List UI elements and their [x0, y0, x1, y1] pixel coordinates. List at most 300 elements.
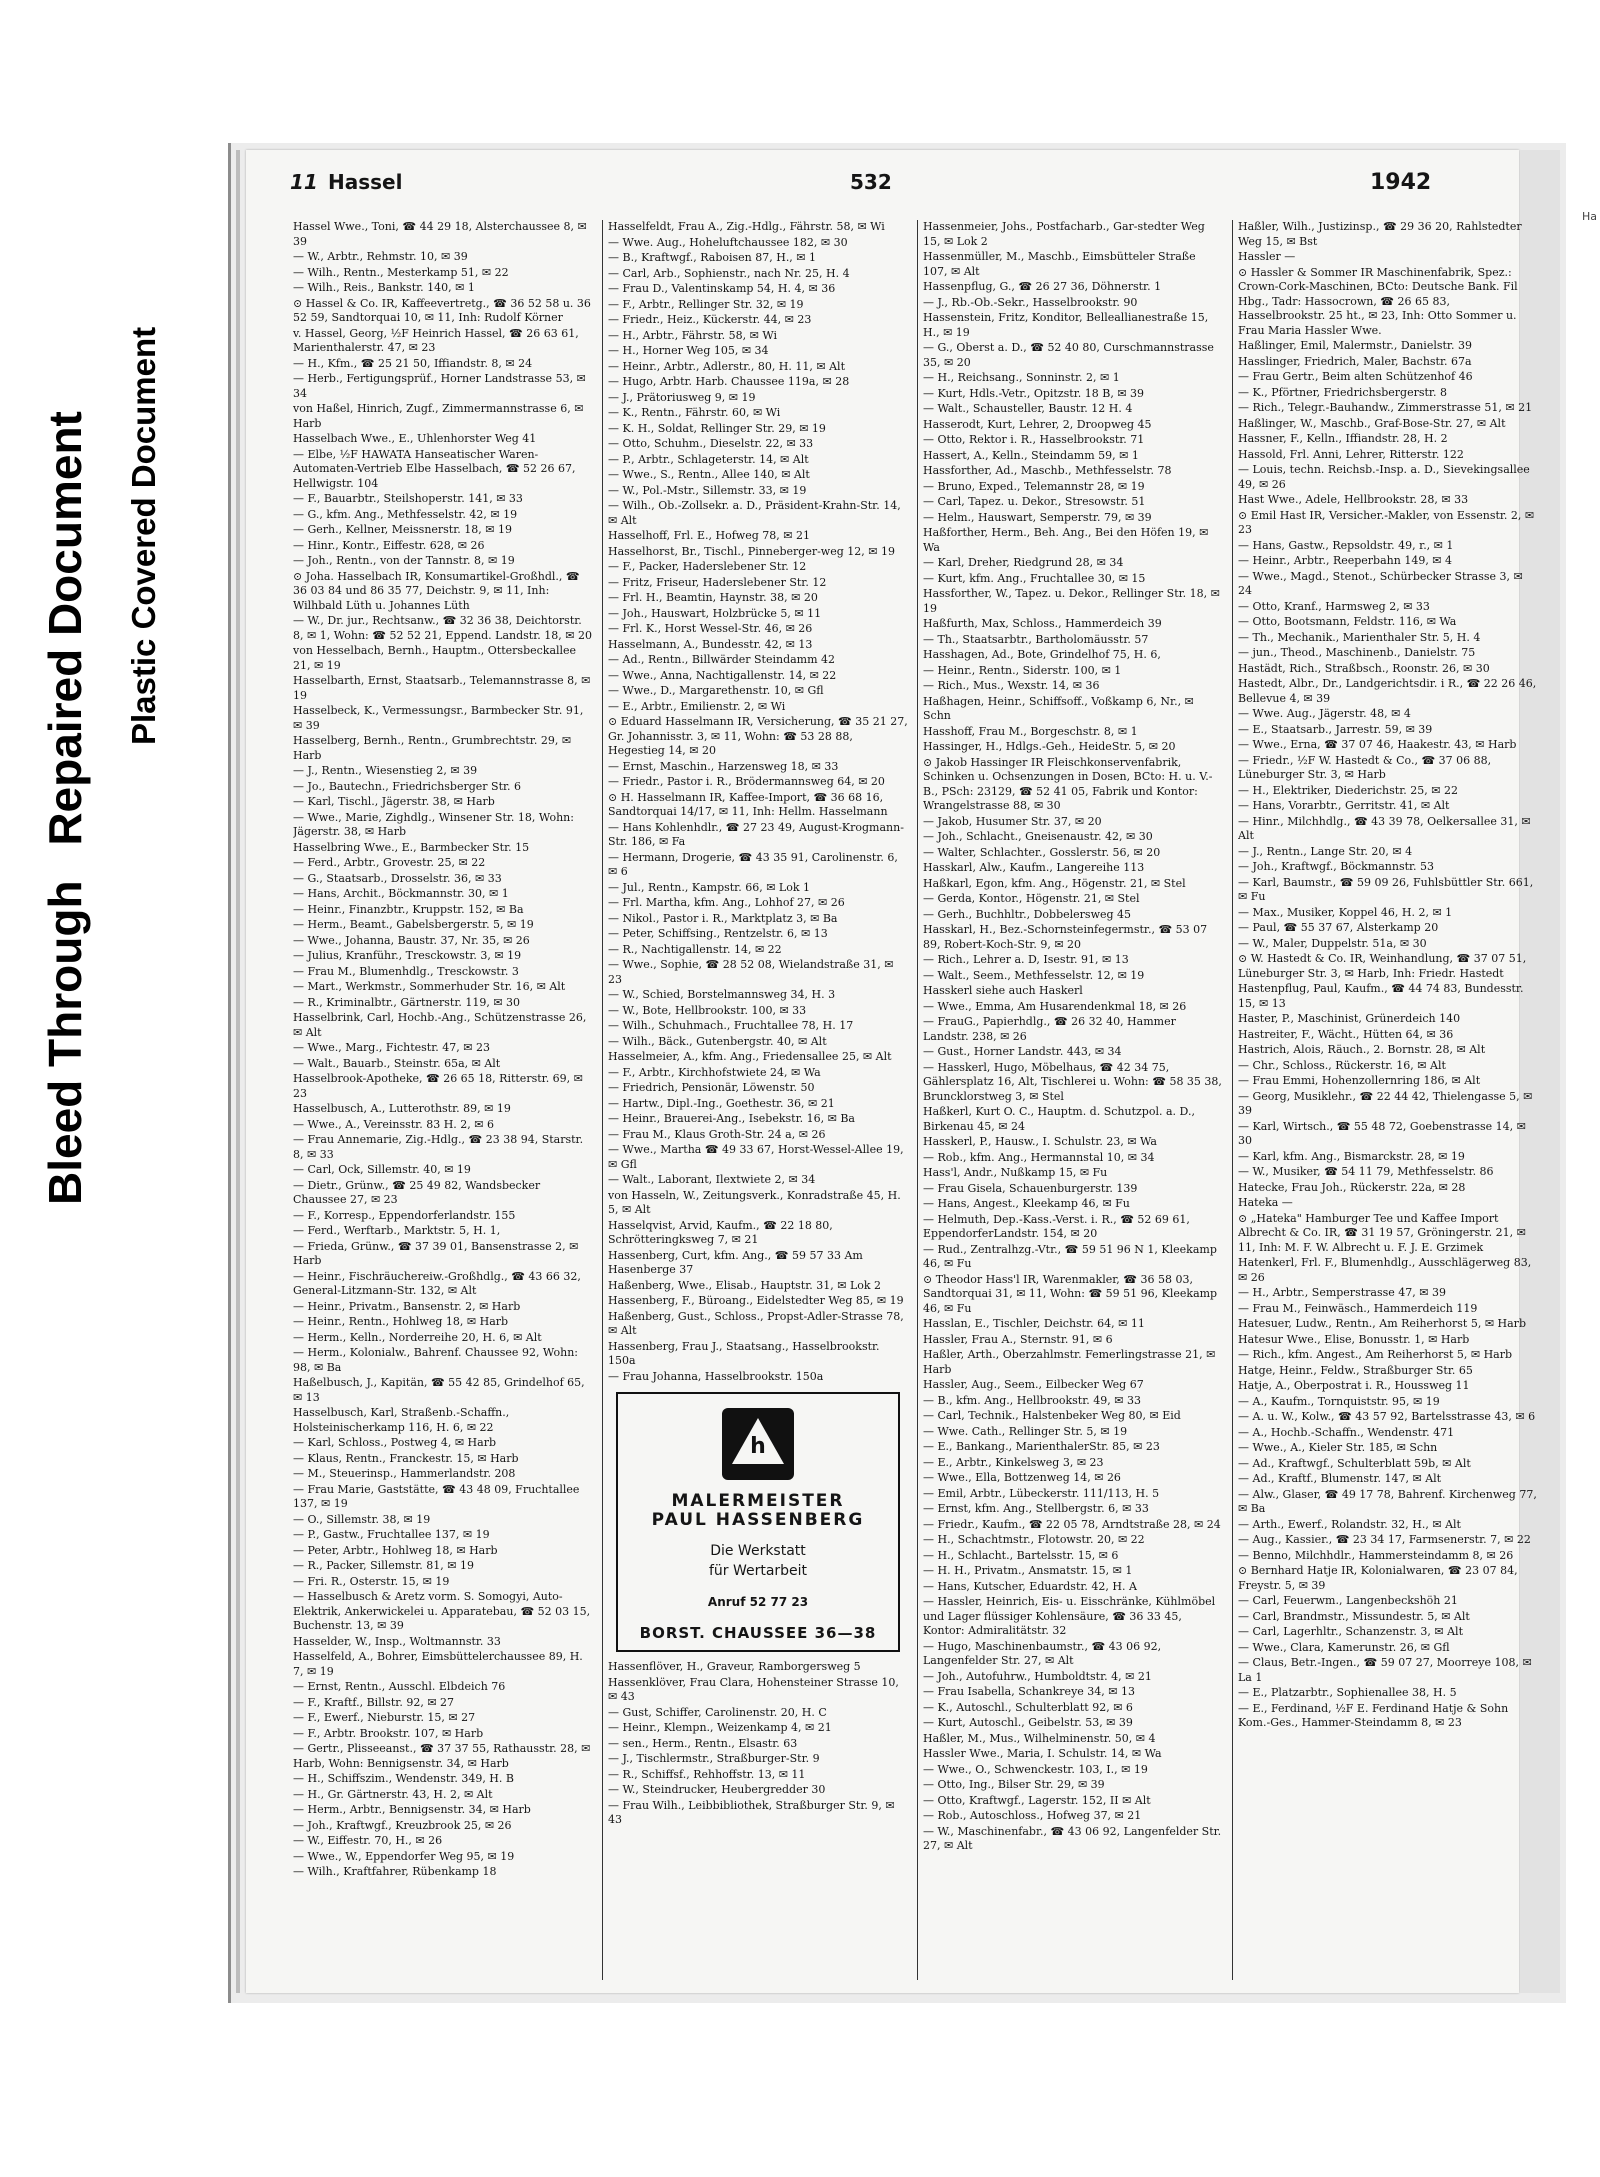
directory-entry: Hasselfeldt, Frau A., Zig.-Hdlg., Fährstr. 58, ✉ Wi — [608, 220, 885, 233]
directory-entry: — Carl, Lagerhltr., Schanzenstr. 3, ✉ Alt — [1238, 1625, 1463, 1638]
directory-entry: Hatecke, Frau Joh., Rückerstr. 22a, ✉ 28 — [1238, 1180, 1466, 1194]
bleed-repaired-label — [38, 411, 92, 1205]
directory-entry: — Heinr., Privatm., Bansenstr. 2, ✉ Harb — [293, 1299, 521, 1313]
directory-entry: Hassenklöver, Frau Clara, Hohensteiner Strasse 10, ✉ 43 — [608, 1675, 899, 1703]
directory-entry: — Carl, Arb., Sophienstr., nach Nr. 25, H. 4 — [608, 266, 850, 280]
directory-entry: — Hermann, Drogerie, ☎ 43 35 91, Carolinenstr. 6, ✉ 6 — [608, 850, 898, 878]
directory-entry: — O., Sillemstr. 38, ✉ 19 — [293, 1512, 431, 1526]
directory-entry: Haßler, Arth., Oberzahlmstr. Femerlingstrasse 21, ✉ Harb — [923, 1348, 1216, 1376]
directory-entry: von Hesselbach, Bernh., Hauptm., Ottersbeckallee 21, ✉ 19 — [293, 644, 577, 672]
directory-entry: — Wwe. Cath., Rellinger Str. 5, ✉ 19 — [923, 1424, 1128, 1438]
directory-entry: — R., Kriminalbtr., Gärtnerstr. 119, ✉ 30 — [293, 995, 521, 1009]
directory-entry: — Claus, Betr.-Ingen., ☎ 59 07 27, Moorreye 108, ✉ La 1 — [1238, 1656, 1532, 1684]
directory-entry: Hassenpflug, G., ☎ 26 27 36, Döhnerstr. 1 — [923, 280, 1162, 293]
directory-entry: — Wilh., Rentn., Mesterkamp 51, ✉ 22 — [293, 265, 509, 279]
directory-entry: — Otto, Ing., Bilser Str. 29, ✉ 39 — [923, 1778, 1105, 1791]
directory-entry: — Wwe., A., Vereinsstr. 83 H. 2, ✉ 6 — [293, 1117, 495, 1131]
directory-entry: — Peter, Arbtr., Hohlweg 18, ✉ Harb — [293, 1543, 498, 1557]
directory-entry: Haßlinger, Emil, Malermstr., Danielstr. 39 — [1238, 339, 1472, 352]
directory-entry: — Heinr., Arbtr., Adlerstr., 80, H. 11, ✉ Alt — [608, 359, 845, 373]
directory-entry: — Bruno, Exped., Telemannstr 28, ✉ 19 — [923, 479, 1145, 493]
directory-entry: — W., Eiffestr. 70, H., ✉ 26 — [293, 1834, 443, 1847]
directory-entry: Haßforther, Herm., Beh. Ang., Bei den Höfen 19, ✉ Wa — [923, 526, 1209, 554]
directory-entry: — Wwe., W., Eppendorfer Weg 95, ✉ 19 — [293, 1849, 515, 1863]
directory-entry: Haßfurth, Max, Schloss., Hammerdeich 39 — [923, 617, 1162, 630]
directory-entry: — Wwe., Ella, Bottzenweg 14, ✉ 26 — [923, 1471, 1121, 1484]
directory-entry: — Kurt, kfm. Ang., Fruchtallee 30, ✉ 15 — [923, 571, 1146, 585]
directory-entry: — Hassler, Heinrich, Eis- u. Eisschränke, Kühlmöbel und Lager flüssiger Kohlensäure, ☎ 36 33 45, Kontor: Admiralitätstr. 32 — [923, 1595, 1216, 1637]
directory-entry: — F., Kraftf., Billstr. 92, ✉ 27 — [293, 1695, 455, 1709]
directory-entry: — Helmuth, Dep.-Kass.-Verst. i. R., ☎ 52 69 61, EppendorferLandstr. 154, ✉ 20 — [923, 1212, 1190, 1240]
directory-entry: ⊙ Hassler & Sommer IR Maschinenfabrik, Spez.: Crown-Cork-Maschinen, BCto: Deutsche Bank. Fil Hbg., Tadr: Hassocrown, ☎ 26 65 83, Hasselbrookstr. 25 ht., ✉ 23, Inh: Otto Sommer u. Frau Maria Hassler Wwe. — [1238, 265, 1518, 337]
directory-entry: Hasselbusch, A., Lutterothstr. 89, ✉ 19 — [293, 1102, 511, 1115]
directory-entry: — Th., Staatsarbtr., Bartholomäusstr. 57 — [923, 632, 1149, 646]
directory-entry: Hassinger, H., Hdlgs.-Geh., HeideStr. 5, ✉ 20 — [923, 740, 1176, 753]
directory-entry: — Walt., Laborant, Ilextwiete 2, ✉ 34 — [608, 1173, 816, 1186]
directory-entry: ⊙ W. Hastedt & Co. IR, Weinhandlung, ☎ 37 07 51, Lüneburger Str. 3, ✉ Harb, Inh: Friedr. Hastedt — [1238, 952, 1527, 980]
directory-entry: — Karl, Schloss., Postweg 4, ✉ Harb — [293, 1436, 497, 1449]
directory-entry: Hassel Wwe., Toni, ☎ 44 29 18, Alsterchaussee 8, ✉ 39 — [293, 220, 587, 248]
directory-entry: — F., Packer, Haderslebener Str. 12 — [608, 560, 807, 573]
directory-entry: — Chr., Schloss., Rückerstr. 16, ✉ Alt — [1238, 1058, 1446, 1072]
painter-logo-icon: h — [722, 1408, 794, 1480]
adjacent-page-text: Ha — [1582, 210, 1598, 223]
bleed-through-text: Bleed Through — [39, 880, 91, 1205]
directory-entry: — W., Pol.-Mstr., Sillemstr. 33, ✉ 19 — [608, 483, 807, 497]
directory-entry: Hasskerl, P., Hausw., I. Schulstr. 23, ✉ Wa — [923, 1135, 1157, 1148]
directory-entry: — Wilh., Kraftfahrer, Rübenkamp 18 — [293, 1865, 497, 1878]
directory-entry: — Friedrich, Pensionär, Löwenstr. 50 — [608, 1081, 815, 1094]
directory-entry: — Hans, Archit., Böckmannstr. 30, ✉ 1 — [293, 887, 509, 900]
directory-entry: — Heinr., Brauerei-Ang., Isebekstr. 16, ✉ Ba — [608, 1112, 855, 1125]
directory-entry: — Ad., Kraftf., Blumenstr. 147, ✉ Alt — [1238, 1472, 1442, 1485]
directory-entry: — R., Packer, Sillemstr. 81, ✉ 19 — [293, 1559, 474, 1572]
ad-phone: Anruf 52 77 23 — [707, 1595, 809, 1609]
directory-entry: Hasskarl, Alw., Kaufm., Langereihe 113 — [923, 861, 1145, 874]
directory-entry: — Heinr., Rentn., Hohlweg 18, ✉ Harb — [293, 1315, 509, 1328]
directory-entry: — Otto, Bootsmann, Feldstr. 116, ✉ Wa — [1238, 615, 1457, 628]
directory-entry: Hasselbrink, Carl, Hochb.-Ang., Schützenstrasse 26, ✉ Alt — [293, 1011, 587, 1039]
directory-entry: — Wwe., Martha ☎ 49 33 67, Horst-Wessel-Allee 19, ✉ Gfl — [608, 1143, 904, 1171]
directory-entry: — Hinr., Kontr., Eiffestr. 628, ✉ 26 — [293, 538, 485, 552]
directory-entry: — Wwe. Aug., Hoheluftchaussee 182, ✉ 30 — [608, 235, 848, 249]
directory-entry: — K., Rentn., Fährstr. 60, ✉ Wi — [608, 406, 781, 419]
directory-entry: — Mart., Werkmstr., Sommerhuder Str. 16, ✉ Alt — [293, 980, 566, 993]
directory-entry: — H., Horner Weg 105, ✉ 34 — [608, 344, 769, 357]
directory-entry: — Herm., Kolonialw., Bahrenf. Chaussee 92, Wohn: 98, ✉ Ba — [293, 1346, 578, 1374]
directory-entry: — Carl, Brandmstr., Missundestr. 5, ✉ Alt — [1238, 1609, 1470, 1623]
directory-entry: — Ernst, kfm. Ang., Stellbergstr. 6, ✉ 33 — [923, 1502, 1149, 1515]
directory-entry: — Frieda, Grünw., ☎ 37 39 01, Bansenstrasse 2, ✉ Harb — [293, 1239, 579, 1267]
directory-entry: Hasselbring Wwe., E., Barmbecker Str. 15 — [293, 840, 530, 854]
directory-entry: ⊙ Eduard Hasselmann IR, Versicherung, ☎ 35 21 27, Gr. Johannisstr. 3, ✉ 11, Wohn: ☎ 53 28 88, Hegestieg 14, ✉ 20 — [608, 715, 908, 757]
directory-entry: — G., Staatsarb., Drosselstr. 36, ✉ 33 — [293, 871, 502, 885]
directory-entry: — H. H., Privatm., Ansmatstr. 15, ✉ 1 — [923, 1564, 1133, 1577]
directory-entry: — H., Kfm., ☎ 25 21 50, Iffiandstr. 8, ✉ 24 — [293, 356, 533, 370]
directory-entry: Haßelbusch, J., Kapitän, ☎ 55 42 85, Grindelhof 65, ✉ 13 — [293, 1376, 585, 1404]
directory-entry: — Ernst, Maschin., Harzensweg 18, ✉ 33 — [608, 759, 839, 773]
column-2-entries-after-ad — [608, 1660, 908, 1828]
directory-entry: — Frau M., Klaus Groth-Str. 24 a, ✉ 26 — [608, 1127, 826, 1141]
directory-entry: — Benno, Milchhdlr., Hammersteindamm 8, ✉ 26 — [1238, 1548, 1514, 1562]
directory-entry: Hastreiter, F., Wächt., Hütten 64, ✉ 36 — [1238, 1027, 1454, 1041]
directory-entry: Hatge, Heinr., Feldw., Straßburger Str. 65 — [1238, 1363, 1473, 1377]
directory-entry: — E., Bankang., MarienthalerStr. 85, ✉ 23 — [923, 1440, 1160, 1453]
directory-entry: — H., Elektriker, Diederichstr. 25, ✉ 22 — [1238, 783, 1458, 797]
directory-entry: — K., Autoschl., Schulterblatt 92, ✉ 6 — [923, 1700, 1133, 1714]
directory-entry: Haßler, M., Mus., Wilhelminenstr. 50, ✉ 4 — [923, 1731, 1156, 1745]
directory-entry: — Georg, Musiklehr., ☎ 22 44 42, Thielengasse 5, ✉ 39 — [1238, 1089, 1533, 1117]
directory-entry: — Friedr., ½F W. Hastedt & Co., ☎ 37 06 88, Lüneburger Str. 3, ✉ Harb — [1238, 753, 1492, 781]
directory-entry: — Wwe., S., Rentn., Allee 140, ✉ Alt — [608, 468, 810, 481]
directory-entry: — H., Reichsang., Sonninstr. 2, ✉ 1 — [923, 371, 1120, 384]
directory-entry: — Gust, Schiffer, Carolinenstr. 20, H. C — [608, 1705, 827, 1719]
column-2-entries — [608, 220, 908, 1384]
directory-entry: — Friedr., Pastor i. R., Brödermannsweg 64, ✉ 20 — [608, 775, 885, 788]
repaired-text: Repaired Document — [39, 411, 91, 846]
directory-entry: Hatesuer, Ludw., Rentn., Am Reiherhorst 5, ✉ Harb — [1238, 1317, 1526, 1330]
directory-entry: Hassenflöver, H., Graveur, Ramborgersweg 5 — [608, 1660, 861, 1673]
directory-entry: — W., Musiker, ☎ 54 11 79, Methfesselstr. 86 — [1238, 1165, 1494, 1178]
directory-entry: — Th., Mechanik., Marienthaler Str. 5, H. 4 — [1238, 630, 1481, 644]
directory-entry: — Wwe., Clara, Kamerunstr. 26, ✉ Gfl — [1238, 1640, 1450, 1654]
directory-entry: — W., Arbtr., Rehmstr. 10, ✉ 39 — [293, 250, 468, 263]
directory-entry: Hastedt, Albr., Dr., Landgerichtsdir. i R., ☎ 22 26 46, Bellevue 4, ✉ 39 — [1238, 677, 1537, 705]
directory-entry: — W., Schied, Borstelmannsweg 34, H. 3 — [608, 988, 836, 1001]
directory-entry: — E., Staatsarb., Jarrestr. 59, ✉ 39 — [1238, 722, 1433, 736]
directory-entry: — W., Dr. jur., Rechtsanw., ☎ 32 36 38, Deichtorstr. 8, ✉ 1, Wohn: ☎ 52 52 21, Eppend. Landstr. 18, ✉ 20 — [293, 614, 592, 642]
directory-entry: Hast Wwe., Adele, Hellbrookstr. 28, ✉ 33 — [1238, 493, 1469, 506]
ad-tagline-line2: für Wertarbeit — [708, 1563, 808, 1579]
directory-entry: — Hartw., Dipl.-Ing., Goethestr. 36, ✉ 21 — [608, 1096, 835, 1110]
directory-entry: ⊙ Jakob Hassinger IR Fleischkonservenfabrik, Schinken u. Ochsenzungen in Dosen, BCto: H. u. V.-B., PSch: 23129, ☎ 52 41 05, Fabrik und Kontor: Wrangelstrasse 88, ✉ 30 — [923, 755, 1213, 812]
directory-entry: — Wwe., A., Kieler Str. 185, ✉ Schn — [1238, 1441, 1438, 1454]
directory-entry: Hatje, A., Oberpostrat i. R., Houssweg 11 — [1238, 1379, 1470, 1392]
directory-entry: — Hasskerl, Hugo, Möbelhaus, ☎ 42 34 75, Gählersplatz 16, Alt, Tischlerei u. Wohn: ☎ 58 35 38, Bruncklorstweg 3, ✉ Stel — [923, 1060, 1222, 1103]
column-marker: 11 — [290, 170, 318, 194]
directory-entry: Hassler, Aug., Seem., Eilbecker Weg 67 — [923, 1378, 1144, 1391]
directory-entry: — Jakob, Husumer Str. 37, ✉ 20 — [923, 814, 1102, 828]
directory-entry: — Walt., Schausteller, Baustr. 12 H. 4 — [923, 402, 1133, 415]
directory-entry: — Wwe., Marg., Fichtestr. 47, ✉ 23 — [293, 1041, 490, 1054]
directory-entry: Hasselqvist, Arvid, Kaufm., ☎ 22 18 80, Schrötteringksweg 7, ✉ 21 — [608, 1218, 833, 1246]
directory-entry: — J., Rentn., Lange Str. 20, ✉ 4 — [1238, 844, 1413, 858]
directory-entry: — Frau Marie, Gaststätte, ☎ 43 48 09, Fruchtallee 137, ✉ 19 — [293, 1482, 580, 1510]
directory-entry: Hasskarl, H., Bez.-Schornsteinfegermstr., ☎ 53 07 89, Robert-Koch-Str. 9, ✉ 20 — [923, 923, 1208, 951]
directory-entry: — B., kfm. Ang., Hellbrookstr. 49, ✉ 33 — [923, 1393, 1141, 1407]
directory-entry: — Karl, Tischl., Jägerstr. 38, ✉ Harb — [293, 795, 495, 808]
directory-entry: — Gertr., Plisseeanst., ☎ 37 37 55, Rathausstr. 28, ✉ Harb, Wohn: Bennigsenstr. 34, ✉ Harb — [293, 1742, 591, 1770]
directory-entry: — Hugo, Arbtr. Harb. Chaussee 119a, ✉ 28 — [608, 375, 850, 388]
directory-entry: — Wwe., Johanna, Baustr. 37, Nr. 35, ✉ 26 — [293, 933, 530, 947]
directory-entry: — Hans, Angest., Kleekamp 46, ✉ Fu — [923, 1197, 1130, 1210]
directory-entry: — E., Platzarbtr., Sophienallee 38, H. 5 — [1238, 1686, 1457, 1699]
directory-entry: — Otto, Schuhm., Dieselstr. 22, ✉ 33 — [608, 437, 814, 450]
directory-entry: — Joh., Kraftwgf., Kreuzbrook 25, ✉ 26 — [293, 1818, 512, 1832]
directory-entry: — Otto, Rektor i. R., Hasselbrookstr. 71 — [923, 433, 1145, 446]
directory-entry: — E., Arbtr., Emilienstr. 2, ✉ Wi — [608, 699, 786, 713]
directory-entry: — Frau D., Valentinskamp 54, H. 4, ✉ 36 — [608, 282, 836, 295]
directory-entry: Hasselbrook-Apotheke, ☎ 26 65 18, Ritterstr. 69, ✉ 23 — [293, 1072, 583, 1100]
directory-entry: — Herm., Arbtr., Bennigsenstr. 34, ✉ Harb — [293, 1803, 531, 1816]
column-rule — [1232, 220, 1233, 1980]
directory-entry: — F., Arbtr., Rellinger Str. 32, ✉ 19 — [608, 297, 804, 311]
directory-entry: Hasselbarth, Ernst, Staatsarb., Telemannstrasse 8, ✉ 19 — [293, 674, 591, 702]
directory-entry: Hastrich, Alois, Räuch., 2. Bornstr. 28, ✉ Alt — [1238, 1043, 1486, 1056]
directory-entry: Hassler Wwe., Maria, I. Schulstr. 14, ✉ Wa — [923, 1747, 1162, 1760]
directory-entry: v. Hassel, Georg, ½F Heinrich Hassel, ☎ 26 63 61, Marienthalerstr. 47, ✉ 23 — [293, 326, 579, 354]
directory-entry: Hassenberg, Curt, kfm. Ang., ☎ 59 57 33 Am Hasenberge 37 — [608, 1248, 863, 1276]
directory-entry: — Rich., kfm. Angest., Am Reiherhorst 5, ✉ Harb — [1238, 1348, 1513, 1361]
directory-column-3 — [923, 220, 1223, 1980]
directory-entry: — Arth., Ewerf., Rolandstr. 32, H., ✉ Alt — [1238, 1517, 1461, 1531]
directory-entry: — Aug., Kassier., ☎ 23 34 17, Farmsenerstr. 7, ✉ 22 — [1238, 1533, 1531, 1546]
directory-entry: — M., Steuerinsp., Hammerlandstr. 208 — [293, 1467, 516, 1480]
directory-entry: — Kurt, Hdls.-Vetr., Opitzstr. 18 B, ✉ 39 — [923, 386, 1145, 400]
directory-entry: Hassenstein, Fritz, Konditor, Belleallianestraße 15, H., ✉ 19 — [923, 311, 1209, 339]
directory-entry: ⊙ Theodor Hass'l IR, Warenmakler, ☎ 36 58 03, Sandtorquai 31, ✉ 11, Wohn: ☎ 59 51 96, Kleekamp 46, ✉ Fu — [923, 1272, 1218, 1315]
directory-entry: ⊙ H. Hasselmann IR, Kaffee-Import, ☎ 36 68 16, Sandtorquai 14/17, ✉ 11, Inh: Hellm. Hasselmann — [608, 790, 888, 818]
directory-entry: — J., Tischlermstr., Straßburger-Str. 9 — [608, 1752, 820, 1765]
directory-entry: — Wwe., Anna, Nachtigallenstr. 14, ✉ 22 — [608, 668, 837, 682]
ad-title-line1: MALERMEISTER — [671, 1491, 845, 1511]
directory-entry: — J., Rentn., Wiesenstieg 2, ✉ 39 — [293, 764, 478, 777]
directory-entry: — Heinr., Finanzbtr., Kruppstr. 152, ✉ Ba — [293, 902, 524, 916]
directory-entry: — W., Maler, Duppelstr. 51a, ✉ 30 — [1238, 936, 1427, 950]
directory-column-2 — [608, 220, 908, 1980]
directory-entry: Hastenpflug, Paul, Kaufm., ☎ 44 74 83, Bundesstr. 15, ✉ 13 — [1238, 982, 1524, 1010]
directory-entry: Haßler, Wilh., Justizinsp., ☎ 29 36 20, Rahlstedter Weg 15, ✉ Bst — [1238, 220, 1522, 248]
directory-entry: — F., Bauarbtr., Steilshoperstr. 141, ✉ 33 — [293, 492, 523, 505]
directory-entry: — Jo., Bautechn., Friedrichsberger Str. 6 — [293, 779, 522, 793]
directory-entry: — Hasselbusch & Aretz vorm. S. Somogyi, Auto-Elektrik, Ankerwickelei u. Apparatebau, ☎ 52 03 15, Buchenstr. 13, ✉ 39 — [293, 1590, 591, 1632]
directory-entry: — B., Kraftwgf., Raboisen 87, H., ✉ 1 — [608, 251, 817, 264]
directory-entry: ⊙ Hassel & Co. IR, Kaffeevertretg., ☎ 36 52 58 u. 36 52 59, Sandtorquai 10, ✉ 11, Inh: Rudolf Körner — [293, 296, 591, 324]
directory-entry: — Joh., Autofuhrw., Humboldtstr. 4, ✉ 21 — [923, 1669, 1152, 1683]
directory-entry: — Fri. R., Osterstr. 15, ✉ 19 — [293, 1574, 450, 1588]
directory-entry: — F., Arbtr., Kirchhofstwiete 24, ✉ Wa — [608, 1065, 821, 1079]
advertisement-box — [616, 1392, 900, 1652]
directory-entry: — Joh., Rentn., von der Tannstr. 8, ✉ 19 — [293, 554, 515, 567]
directory-entry: Hasselbach Wwe., E., Uhlenhorster Weg 41 — [293, 432, 537, 445]
directory-entry: Haßenberg, Wwe., Elisab., Hauptstr. 31, ✉ Lok 2 — [608, 1278, 882, 1292]
directory-entry: — Wwe., Magd., Stenot., Schürbecker Strasse 3, ✉ 24 — [1238, 569, 1523, 597]
directory-entry: — Gerda, Kontor., Högenstr. 21, ✉ Stel — [923, 892, 1140, 905]
directory-entry: — Frau Gisela, Schauenburgerstr. 139 — [923, 1181, 1138, 1195]
directory-entry: — Paul, ☎ 55 37 67, Alsterkamp 20 — [1238, 921, 1439, 934]
directory-entry: Hassert, A., Kelln., Steindamm 59, ✉ 1 — [923, 448, 1139, 462]
directory-entry: — Julius, Kranführ., Tresckowstr. 3, ✉ 19 — [293, 949, 522, 962]
directory-entry: — Max., Musiker, Koppel 46, H. 2, ✉ 1 — [1238, 905, 1453, 919]
directory-entry: — Nikol., Pastor i. R., Marktplatz 3, ✉ Ba — [608, 911, 838, 925]
directory-entry: — Hinr., Milchhdlg., ☎ 43 39 78, Oelkersallee 31, ✉ Alt — [1238, 814, 1531, 842]
directory-entry: Haster, P., Maschinist, Grünerdeich 140 — [1238, 1012, 1461, 1025]
page-header — [290, 170, 1490, 204]
directory-column-1 — [293, 220, 593, 1980]
directory-entry: — Frau Gertr., Beim alten Schützenhof 46 — [1238, 370, 1473, 383]
directory-entry: — J., Prätoriusweg 9, ✉ 19 — [608, 390, 756, 404]
directory-entry: Hatesur Wwe., Elise, Bonusstr. 1, ✉ Harb — [1238, 1332, 1470, 1346]
directory-entry: — P., Gastw., Fruchtallee 137, ✉ 19 — [293, 1528, 490, 1541]
ad-tagline-line1: Die Werkstatt — [710, 1543, 806, 1559]
directory-entry: Haßenberg, Gust., Schloss., Propst-Adler-Strasse 78, ✉ Alt — [608, 1309, 904, 1337]
directory-entry: — Hans, Gastw., Repsoldstr. 49, r., ✉ 1 — [1238, 538, 1454, 552]
directory-entry: — Carl, Tapez. u. Dekor., Stresowstr. 51 — [923, 495, 1146, 508]
directory-entry: Haßhagen, Heinr., Schiffsoff., Voßkamp 6, Nr., ✉ Schn — [923, 694, 1194, 722]
directory-entry: — Rob., Autoschloss., Hofweg 37, ✉ 21 — [923, 1809, 1142, 1822]
directory-entry: — F., Arbtr. Brookstr. 107, ✉ Harb — [293, 1726, 484, 1740]
directory-entry: Hasslan, E., Tischler, Deichstr. 64, ✉ 11 — [923, 1317, 1145, 1330]
directory-entry: Hassold, Frl. Anni, Lehrer, Ritterstr. 122 — [1238, 447, 1464, 461]
directory-entry: — A., Kaufm., Tornquiststr. 95, ✉ 19 — [1238, 1394, 1440, 1408]
directory-entry: — Hans, Kutscher, Eduardstr. 42, H. A — [923, 1579, 1137, 1593]
directory-entry: — Heinr., Fischräuchereiw.-Großhdlg., ☎ 43 66 32, General-Litzmann-Str. 132, ✉ Alt — [293, 1269, 581, 1297]
directory-entry: — Heinr., Rentn., Siderstr. 100, ✉ 1 — [923, 663, 1122, 677]
directory-entry: — R., Nachtigallenstr. 14, ✉ 22 — [608, 942, 782, 956]
directory-entry: — Hugo, Maschinenbaumstr., ☎ 43 06 92, Langenfelder Str. 27, ✉ Alt — [923, 1639, 1162, 1667]
directory-entry: — Rich., Lehrer a. D, Isestr. 91, ✉ 13 — [923, 953, 1129, 966]
directory-entry: — Rich., Telegr.-Bauhandw., Zimmerstrasse 51, ✉ 21 — [1238, 401, 1533, 414]
directory-entry: — Helm., Hauswart, Semperstr. 79, ✉ 39 — [923, 510, 1152, 524]
directory-entry: — Ferd., Arbtr., Grovestr. 25, ✉ 22 — [293, 856, 486, 869]
directory-entry: — H., Schlacht., Bartelsstr. 15, ✉ 6 — [923, 1548, 1119, 1562]
directory-entry: — Gerh., Buchhltr., Dobbelersweg 45 — [923, 907, 1132, 921]
directory-entry: — E., Arbtr., Kinkelsweg 3, ✉ 23 — [923, 1455, 1104, 1469]
plastic-covered-label — [125, 327, 163, 745]
column-rule — [602, 220, 603, 1980]
directory-entry: Hasselbusch, Karl, Straßenb.-Schaffn., Holsteinischerkamp 116, H. 6, ✉ 22 — [293, 1406, 510, 1434]
directory-entry: — Hans Kohlenhdlr., ☎ 27 23 49, August-Krogmann-Str. 186, ✉ Fa — [608, 820, 904, 848]
directory-entry: — H., Arbtr., Fährstr. 58, ✉ Wi — [608, 328, 778, 342]
directory-entry: — G., kfm. Ang., Methfesselstr. 42, ✉ 19 — [293, 507, 518, 521]
directory-entry: — Wwe., Marie, Zighdlg., Winsener Str. 18, Wohn: Jägerstr. 38, ✉ Harb — [293, 810, 574, 838]
directory-entry: — Wwe., Sophie, ☎ 28 52 08, Wielandstraße 31, ✉ 23 — [608, 958, 894, 986]
directory-entry: — Frau Isabella, Schankreye 34, ✉ 13 — [923, 1685, 1135, 1698]
ad-address: BORST. CHAUSSEE 36—38 — [639, 1623, 877, 1642]
directory-entry: — Wwe., O., Schwenckestr. 103, I., ✉ 19 — [923, 1762, 1148, 1776]
directory-entry: — F., Ewerf., Nieburstr. 15, ✉ 27 — [293, 1711, 476, 1724]
directory-entry: — Gust., Horner Landstr. 443, ✉ 34 — [923, 1045, 1122, 1058]
directory-entry: Hasselbeck, K., Vermessungsr., Barmbecker Str. 91, ✉ 39 — [293, 704, 584, 732]
directory-entry: Hasshagen, Ad., Bote, Grindelhof 75, H. 6, — [923, 648, 1161, 661]
directory-entry: Hasselberg, Bernh., Rentn., Grumbrechtstr. 29, ✉ Harb — [293, 734, 572, 762]
directory-entry: — Elbe, ½F HAWATA Hanseatischer Waren-Automaten-Vertrieb Elbe Hasselbach, ☎ 52 26 67, Hellwigstr. 104 — [293, 447, 576, 490]
directory-entry: — Dietr., Grünw., ☎ 25 49 82, Wandsbecker Chaussee 27, ✉ 23 — [293, 1178, 541, 1206]
directory-entry: — Gerh., Kellner, Meissnerstr. 18, ✉ 19 — [293, 523, 512, 536]
directory-entry: Hasselmann, A., Bundesstr. 42, ✉ 13 — [608, 637, 813, 651]
directory-entry: Hassenberg, F., Büroang., Eidelstedter Weg 85, ✉ 19 — [608, 1294, 904, 1307]
directory-entry: ⊙ Joha. Hasselbach IR, Konsumartikel-Großhdl., ☎ 36 03 84 und 86 35 77, Deichstr. 9, ✉ 11, Inh: Wilhbald Lüth u. Johannes Lüth — [293, 569, 580, 612]
directory-entry: — Wilh., Bäck., Gutenbergstr. 40, ✉ Alt — [608, 1034, 827, 1048]
directory-entry: — Jul., Rentn., Kampstr. 66, ✉ Lok 1 — [608, 880, 811, 894]
directory-column-4 — [1238, 220, 1538, 1980]
directory-entry: — Rob., kfm. Ang., Hermannstal 10, ✉ 34 — [923, 1150, 1155, 1164]
directory-entry: Hasselder, W., Insp., Woltmannstr. 33 — [293, 1634, 501, 1648]
directory-entry: — Walter, Schlachter., Gosslerstr. 56, ✉ 20 — [923, 845, 1161, 859]
directory-entry: ⊙ Emil Hast IR, Versicher.-Makler, von Essenstr. 2, ✉ 23 — [1238, 508, 1535, 536]
directory-entry: Hassenmüller, M., Maschb., Eimsbütteler Straße 107, ✉ Alt — [923, 250, 1196, 278]
directory-entry: Hasskerl siehe auch Haskerl — [923, 984, 1083, 997]
directory-entry: — Ferd., Werftarb., Marktstr. 5, H. 1, — [293, 1224, 501, 1237]
plastic-text: Plastic Covered Document — [125, 326, 162, 745]
directory-entry: — Rud., Zentralhzg.-Vtr., ☎ 59 51 96 N 1, Kleekamp 46, ✉ Fu — [923, 1242, 1217, 1270]
directory-entry: Hassforther, W., Tapez. u. Dekor., Rellinger Str. 18, ✉ 19 — [923, 587, 1220, 615]
directory-entry: Hasselhorst, Br., Tischl., Pinneberger-weg 12, ✉ 19 — [608, 544, 895, 558]
directory-entry: — Otto, Kraftwgf., Lagerstr. 152, II ✉ Alt — [923, 1793, 1151, 1807]
directory-entry: — Klaus, Rentn., Franckestr. 15, ✉ Harb — [293, 1451, 519, 1465]
directory-entry: — Ad., Kraftwgf., Schulterblatt 59b, ✉ Alt — [1238, 1456, 1471, 1470]
directory-entry: — Louis, techn. Reichsb.-Insp. a. D., Sievekingsallee 49, ✉ 26 — [1238, 463, 1530, 491]
directory-entry: — H., Schiffszim., Wendenstr. 349, H. B — [293, 1772, 514, 1785]
directory-entry: Haßkerl, Kurt O. C., Hauptm. d. Schutzpol. a. D., Birkenau 45, ✉ 24 — [923, 1105, 1195, 1133]
directory-entry: — Karl, Baumstr., ☎ 59 09 26, Fuhlsbüttler Str. 661, ✉ Fu — [1238, 875, 1534, 903]
directory-entry: Hassner, F., Kelln., Iffiandstr. 28, H. 2 — [1238, 432, 1448, 445]
directory-entry: — Joh., Schlacht., Gneisenaustr. 42, ✉ 30 — [923, 830, 1153, 843]
directory-entry: Hateka — — [1238, 1196, 1293, 1209]
directory-entry: — W., Bote, Hellbrookstr. 100, ✉ 33 — [608, 1003, 807, 1017]
directory-entry: — H., Gr. Gärtnerstr. 43, H. 2, ✉ Alt — [293, 1787, 493, 1801]
directory-entry: — FrauG., Papierhdlg., ☎ 26 32 40, Hammer Landstr. 238, ✉ 26 — [923, 1015, 1176, 1043]
directory-entry: von Hasseln, W., Zeitungsverk., Konradstraße 45, H. 5, ✉ Alt — [608, 1188, 901, 1216]
directory-entry: — H., Arbtr., Semperstrasse 47, ✉ 39 — [1238, 1286, 1446, 1299]
directory-entry: — Karl, Wirtsch., ☎ 55 48 72, Goebenstrasse 14, ✉ 30 — [1238, 1119, 1526, 1147]
directory-entry: — Frau Wilh., Leibbibliothek, Straßburger Str. 9, ✉ 43 — [608, 1798, 895, 1826]
directory-entry: — jun., Theod., Maschinenb., Danielstr. 75 — [1238, 646, 1476, 659]
directory-entry: — Kurt, Autoschl., Geibelstr. 53, ✉ 39 — [923, 1716, 1133, 1729]
directory-entry: — Alw., Glaser, ☎ 49 17 78, Bahrenf. Kirchenweg 77, ✉ Ba — [1238, 1487, 1537, 1515]
directory-entry: — Frau Emmi, Hohenzollernring 186, ✉ Alt — [1238, 1074, 1481, 1087]
directory-entry: — Frau M., Feinwäsch., Hammerdeich 119 — [1238, 1301, 1478, 1315]
directory-entry: — Herb., Fertigungsprüf., Horner Landstrasse 53, ✉ 34 — [293, 372, 586, 400]
directory-entry: — Wwe., D., Margarethenstr. 10, ✉ Gfl — [608, 684, 824, 697]
directory-entry: — Herm., Kelln., Norderreihe 20, H. 6, ✉ Alt — [293, 1330, 542, 1344]
directory-entry: — K., Pförtner, Friedrichsbergerstr. 8 — [1238, 385, 1447, 399]
directory-entry: — Wilh., Ob.-Zollsekr. a. D., Präsident-Krahn-Str. 14, ✉ Alt — [608, 499, 901, 527]
directory-entry: Hatenkerl, Frl. F., Blumenhdlg., Ausschlägerweg 83, ✉ 26 — [1238, 1256, 1532, 1284]
directory-entry: Hassler — — [1238, 250, 1296, 263]
directory-entry: — Wilh., Reis., Bankstr. 140, ✉ 1 — [293, 281, 475, 294]
directory-entry: — Peter, Schiffsing., Rentzelstr. 6, ✉ 13 — [608, 927, 828, 940]
directory-entry: — Fritz, Friseur, Haderslebener Str. 12 — [608, 575, 827, 589]
directory-entry: ⊙ „Hateka" Hamburger Tee und Kaffee Import Albrecht & Co. IR, ☎ 31 19 57, Gröningerstr. 21, ✉ 11, Inh: M. F. W. Albrecht u. F. J. E. Grzimek — [1238, 1211, 1526, 1254]
directory-entry: — W., Maschinenfabr., ☎ 43 06 92, Langenfelder Str. 27, ✉ Alt — [923, 1824, 1222, 1852]
directory-entry: — Hans, Vorarbtr., Gerritstr. 41, ✉ Alt — [1238, 799, 1450, 812]
directory-entry: — Rich., Mus., Wexstr. 14, ✉ 36 — [923, 679, 1100, 692]
directory-entry: Hass'l, Andr., Nußkamp 15, ✉ Fu — [923, 1166, 1108, 1179]
directory-entry: — W., Steindrucker, Heubergredder 30 — [608, 1783, 826, 1796]
directory-entry: — A. u. W., Kolw., ☎ 43 57 92, Bartelsstrasse 43, ✉ 6 — [1238, 1410, 1536, 1423]
directory-entry: — Friedr., Kaufm., ☎ 22 05 78, Arndtstraße 28, ✉ 24 — [923, 1517, 1221, 1531]
directory-entry: — Frl. H., Beamtin, Haynstr. 38, ✉ 20 — [608, 591, 818, 604]
directory-entry: Hasselmeier, A., kfm. Ang., Friedensallee 25, ✉ Alt — [608, 1050, 892, 1063]
directory-entry: Hassler, Frau A., Sternstr. 91, ✉ 6 — [923, 1332, 1113, 1346]
page-number: 532 — [850, 170, 892, 194]
directory-entry: — Carl, Ock, Sillemstr. 40, ✉ 19 — [293, 1163, 471, 1176]
directory-entry: Hasshoff, Frau M., Borgeschstr. 8, ✉ 1 — [923, 724, 1138, 738]
directory-entry: — Heinr., Arbtr., Reeperbahn 149, ✉ 4 — [1238, 554, 1453, 567]
directory-entry: — A., Hochb.-Schaffn., Wendenstr. 471 — [1238, 1425, 1455, 1439]
directory-entry: — Karl, kfm. Ang., Bismarckstr. 28, ✉ 19 — [1238, 1149, 1465, 1163]
column-rule — [917, 220, 918, 1980]
directory-entry: — Walt., Bauarb., Steinstr. 65a, ✉ Alt — [293, 1056, 501, 1070]
page-gutter — [236, 150, 240, 1993]
directory-entry: — Frau M., Blumenhdlg., Tresckowstr. 3 — [293, 964, 519, 978]
directory-entry: von Haßel, Hinrich, Zugf., Zimmermannstrasse 6, ✉ Harb — [293, 402, 584, 430]
directory-entry: ⊙ Bernhard Hatje IR, Kolonialwaren, ☎ 23 07 84, Freystr. 5, ✉ 39 — [1238, 1564, 1518, 1592]
directory-entry: — Wwe., Erna, ☎ 37 07 46, Haakestr. 43, ✉ Harb — [1238, 738, 1517, 751]
directory-entry: — J., Rb.-Ob.-Sekr., Hasselbrookstr. 90 — [923, 295, 1138, 309]
directory-entry: — Otto, Kranf., Harmsweg 2, ✉ 33 — [1238, 599, 1430, 613]
